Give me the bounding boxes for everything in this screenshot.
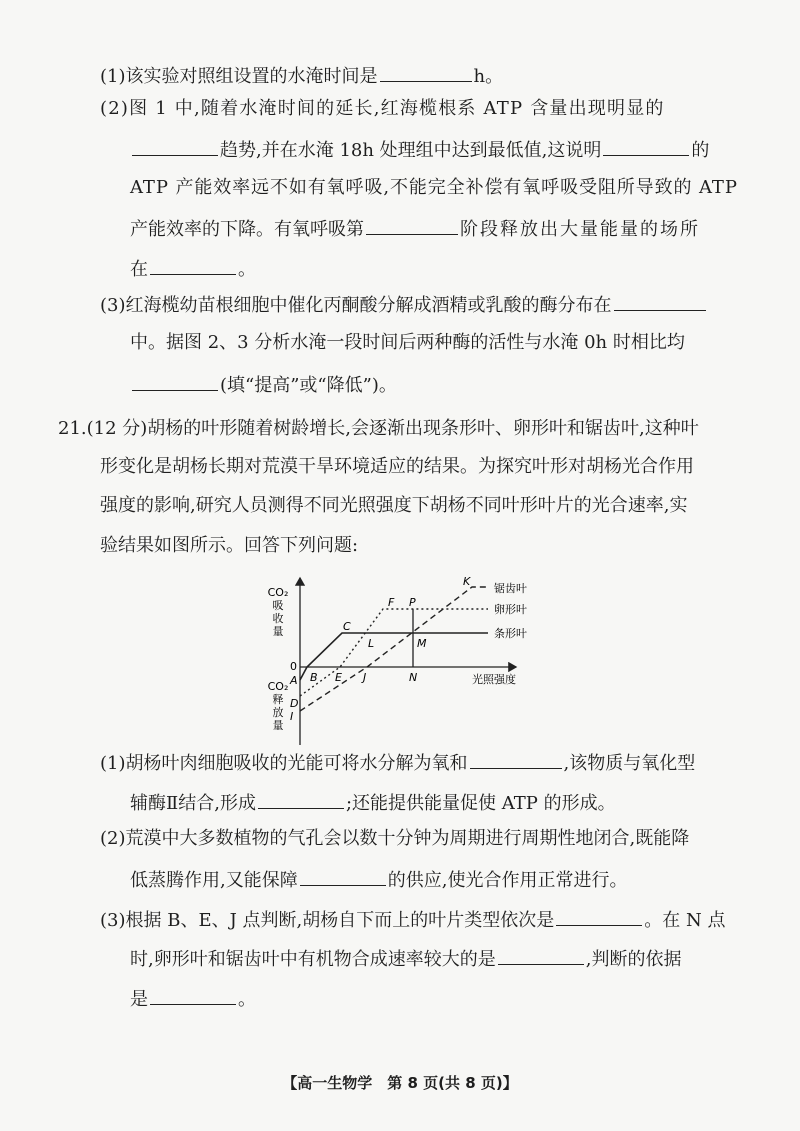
q21-sub1-line1	[100, 750, 695, 775]
q20-sub2-line3: ATP 产能效率远不如有氧呼吸,不能完全补偿有氧呼吸受阻所导致的 ATP	[130, 177, 738, 198]
point-label-f: F	[388, 596, 395, 609]
q21-sub2-text: 低蒸腾作用,又能保障	[130, 870, 298, 891]
point-label-c: C	[343, 620, 351, 633]
point-label-a: A	[290, 674, 298, 687]
q21-sub3-line2	[130, 946, 681, 971]
point-label-l: L	[368, 637, 375, 650]
q21-intro-line4: 验结果如图所示。回答下列问题:	[100, 535, 359, 556]
answer-blank[interactable]	[150, 256, 236, 275]
answer-blank[interactable]	[132, 137, 218, 156]
y-axis-bottom-label: CO₂ 释放量	[267, 680, 289, 732]
origin-label: 0	[290, 660, 297, 673]
answer-blank[interactable]	[470, 750, 562, 769]
q20-sub1-text: (1)该实验对照组设置的水淹时间是	[100, 66, 378, 87]
answer-blank[interactable]	[380, 63, 472, 82]
answer-blank[interactable]	[603, 137, 689, 156]
q20-sub2-text: 阶段释放出大量能量的场所	[460, 219, 700, 240]
q20-sub2-text: 。	[238, 259, 256, 280]
point-label-d: D	[290, 697, 299, 710]
answer-blank[interactable]	[150, 986, 236, 1005]
q20-sub2-line5	[130, 256, 256, 281]
q21-sub3-text: 是	[130, 989, 148, 1010]
q21-sub1-text: (1)胡杨叶肉细胞吸收的光能可将水分解为氧和	[100, 753, 468, 774]
q21-sub3-text: 。在 N 点	[644, 910, 726, 931]
q20-sub3-line3	[130, 372, 397, 397]
point-label-i: I	[290, 710, 294, 723]
y-axis-top-label: CO₂ 吸收量	[267, 586, 289, 638]
page-footer: 【高一生物学 第 8 页(共 8 页)】	[282, 1074, 518, 1092]
q20-sub1-unit: h。	[473, 66, 504, 87]
q20-sub2-line2	[130, 137, 709, 162]
q20-sub3-line2: 中。据图 2、3 分析水淹一段时间后两种酶的活性与水淹 0h 时相比均	[130, 332, 685, 353]
q21-sub1-text: ,该物质与氧化型	[563, 753, 696, 774]
q21-sub3-line3	[130, 986, 256, 1011]
legend-strip-leaf: 条形叶	[494, 627, 527, 640]
q20-sub3-text: (填“提高”或“降低”)。	[220, 375, 397, 396]
q21-sub1-line2	[130, 790, 616, 815]
q21-intro-line3: 强度的影响,研究人员测得不同光照强度下胡杨不同叶形叶片的光合速率,实	[100, 495, 688, 516]
x-axis-label: 光照强度	[472, 673, 516, 686]
point-label-e: E	[335, 671, 342, 684]
q20-sub2-line4	[130, 216, 700, 241]
q20-sub2-text: 在	[130, 259, 148, 280]
point-label-p: P	[409, 596, 416, 609]
q21-sub3-text: 时,卵形叶和锯齿叶中有机物合成速率较大的是	[130, 949, 496, 970]
oval-leaf-curve	[300, 609, 488, 696]
point-label-m: M	[417, 637, 427, 650]
q20-sub2-text: 产能效率的下降。有氧呼吸第	[130, 219, 364, 240]
q20-sub2-line1: (2)图 1 中,随着水淹时间的延长,红海榄根系 ATP 含量出现明显的	[100, 98, 665, 119]
q21-sub2-text: 的供应,使光合作用正常进行。	[387, 870, 628, 891]
q20-sub3-line1	[100, 292, 708, 317]
q21-intro-line2: 形变化是胡杨长期对荒漠干旱环境适应的结果。为探究叶形对胡杨光合作用	[100, 456, 694, 477]
answer-blank[interactable]	[498, 946, 584, 965]
q20-sub1-line	[100, 63, 503, 88]
q21-sub1-text: ;还能提供能量促使 ATP 的形成。	[345, 793, 616, 814]
answer-blank[interactable]	[132, 372, 218, 391]
q21-sub1-text: 辅酶Ⅱ结合,形成	[130, 793, 256, 814]
q21-intro-line1: 21.(12 分)胡杨的叶形随着树龄增长,会逐渐出现条形叶、卵形叶和锯齿叶,这种叶	[58, 418, 699, 439]
strip-leaf-curve	[300, 633, 488, 680]
q21-sub3-text: (3)根据 B、E、J 点判断,胡杨自下而上的叶片类型依次是	[100, 910, 555, 931]
q21-sub3-line1	[100, 907, 725, 932]
q20-sub2-text: 的	[691, 140, 710, 161]
point-label-j: J	[363, 671, 367, 684]
answer-blank[interactable]	[300, 867, 386, 886]
answer-blank[interactable]	[366, 216, 458, 235]
q21-sub2-line1: (2)荒漠中大多数植物的气孔会以数十分钟为周期进行周期性地闭合,既能降	[100, 828, 690, 849]
co2-light-diagram	[250, 570, 570, 750]
q21-sub3-text: 。	[238, 989, 256, 1010]
answer-blank[interactable]	[258, 790, 344, 809]
answer-blank[interactable]	[556, 907, 642, 926]
point-label-b: B	[310, 671, 318, 684]
answer-blank[interactable]	[614, 292, 706, 311]
q20-sub3-text: (3)红海榄幼苗根细胞中催化丙酮酸分解成酒精或乳酸的酶分布在	[100, 295, 612, 316]
q20-sub2-text: 趋势,并在水淹 18h 处理组中达到最低值,这说明	[220, 140, 602, 161]
point-label-k: K	[463, 575, 471, 588]
legend-oval-leaf: 卵形叶	[494, 603, 527, 616]
q21-sub3-text: ,判断的依据	[585, 949, 682, 970]
point-label-n: N	[409, 671, 418, 684]
legend-serrated-leaf: 锯齿叶	[494, 582, 527, 595]
q21-sub2-line2	[130, 867, 627, 892]
